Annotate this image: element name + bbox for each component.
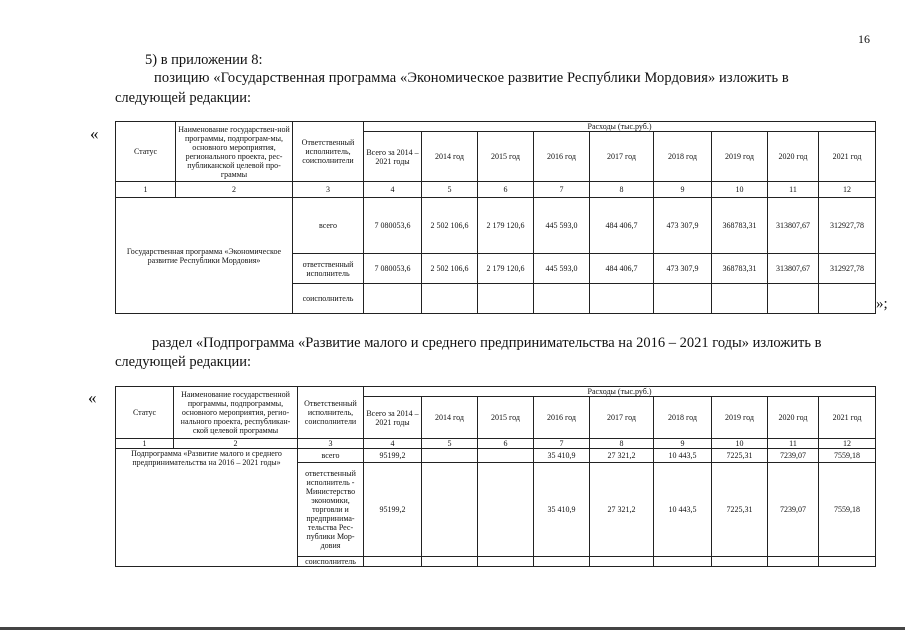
- table-row: [116, 198, 876, 254]
- col-num: 6: [478, 439, 534, 449]
- header-responsible: Ответственный исполнитель, соисполнители: [298, 387, 364, 439]
- header-total: Всего за 2014 – 2021 годы: [364, 132, 422, 182]
- value-cell: 7 080053,6: [364, 198, 422, 254]
- value-cell: 484 406,7: [590, 198, 654, 254]
- value-cell: 7239,07: [768, 449, 819, 463]
- role-cell: всего: [298, 449, 364, 463]
- col-num: 6: [478, 182, 534, 198]
- header-name: Наименование государственной программы, подпрограммы, основного мероприятия, регио-нального проекта, республикан-ской целевой программы: [174, 387, 298, 439]
- value-cell: [590, 557, 654, 567]
- value-cell: 445 593,0: [534, 198, 590, 254]
- col-num: 9: [654, 182, 712, 198]
- value-cell: 2 179 120,6: [478, 254, 534, 284]
- col-num: 8: [590, 439, 654, 449]
- value-cell: [478, 557, 534, 567]
- value-cell: 27 321,2: [590, 449, 654, 463]
- value-cell: 445 593,0: [534, 254, 590, 284]
- header-expenses: Расходы (тыс.руб.): [364, 387, 876, 397]
- table-row: [116, 449, 876, 463]
- value-cell: 10 443,5: [654, 449, 712, 463]
- value-cell: 2 502 106,6: [422, 254, 478, 284]
- value-cell: 473 307,9: [654, 254, 712, 284]
- role-cell: соисполнитель: [293, 284, 364, 314]
- value-cell: [712, 557, 768, 567]
- header-year: 2017 год: [590, 132, 654, 182]
- value-cell: 95199,2: [364, 449, 422, 463]
- value-cell: 7239,07: [768, 463, 819, 557]
- intro-line-1: 5) в приложении 8:: [145, 52, 263, 68]
- value-cell: [590, 284, 654, 314]
- col-num: 10: [712, 439, 768, 449]
- value-cell: [422, 557, 478, 567]
- table-subprogram: [115, 386, 876, 567]
- header-year: 2015 год: [478, 132, 534, 182]
- col-num: 10: [712, 182, 768, 198]
- value-cell: [364, 284, 422, 314]
- value-cell: 473 307,9: [654, 198, 712, 254]
- header-year: 2016 год: [534, 397, 590, 439]
- section2-line-1: раздел «Подпрограмма «Развитие малого и среднего предпринимательства на 2016 – 2021 годы» изложить в: [152, 335, 822, 351]
- value-cell: [422, 284, 478, 314]
- role-cell: всего: [293, 198, 364, 254]
- value-cell: 484 406,7: [590, 254, 654, 284]
- open-quote-2: «: [88, 388, 97, 407]
- header-year: 2021 год: [819, 132, 876, 182]
- value-cell: [478, 449, 534, 463]
- value-cell: 35 410,9: [534, 449, 590, 463]
- header-year: 2014 год: [422, 397, 478, 439]
- value-cell: 7225,31: [712, 463, 768, 557]
- program-name: Государственная программа «Экономическое развитие Республики Мордовия»: [116, 198, 293, 314]
- value-cell: 313807,67: [768, 254, 819, 284]
- col-num: 12: [819, 182, 876, 198]
- header-expenses: Расходы (тыс.руб.): [364, 122, 876, 132]
- col-num: 11: [768, 439, 819, 449]
- value-cell: [768, 557, 819, 567]
- header-year: 2020 год: [768, 132, 819, 182]
- value-cell: 2 502 106,6: [422, 198, 478, 254]
- col-num: 9: [654, 439, 712, 449]
- header-year: 2019 год: [712, 132, 768, 182]
- value-cell: 368783,31: [712, 198, 768, 254]
- col-num: 2: [176, 182, 293, 198]
- col-num: 1: [116, 182, 176, 198]
- col-num: 1: [116, 439, 174, 449]
- value-cell: 35 410,9: [534, 463, 590, 557]
- header-year: 2020 год: [768, 397, 819, 439]
- role-cell: соисполнитель: [298, 557, 364, 567]
- value-cell: [478, 284, 534, 314]
- value-cell: 10 443,5: [654, 463, 712, 557]
- col-num: 3: [293, 182, 364, 198]
- header-year: 2021 год: [819, 397, 876, 439]
- open-quote-1: «: [90, 124, 99, 143]
- subprogram-name: Подпрограмма «Развитие малого и среднего предпринимательства на 2016 – 2021 годы»: [116, 449, 298, 567]
- value-cell: 312927,78: [819, 254, 876, 284]
- header-year: 2014 год: [422, 132, 478, 182]
- value-cell: [768, 284, 819, 314]
- value-cell: 7559,18: [819, 463, 876, 557]
- value-cell: 7225,31: [712, 449, 768, 463]
- col-num: 12: [819, 439, 876, 449]
- value-cell: [422, 449, 478, 463]
- header-year: 2018 год: [654, 132, 712, 182]
- col-num: 5: [422, 439, 478, 449]
- value-cell: [534, 557, 590, 567]
- value-cell: 27 321,2: [590, 463, 654, 557]
- table-program: [115, 121, 876, 314]
- value-cell: 95199,2: [364, 463, 422, 557]
- value-cell: [478, 463, 534, 557]
- header-year: 2018 год: [654, 397, 712, 439]
- page-number: 16: [858, 32, 870, 46]
- header-year: 2015 год: [478, 397, 534, 439]
- value-cell: [819, 284, 876, 314]
- header-responsible: Ответственный исполнитель, соисполнители: [293, 122, 364, 182]
- header-total: Всего за 2014 – 2021 годы: [364, 397, 422, 439]
- value-cell: 2 179 120,6: [478, 198, 534, 254]
- value-cell: [364, 557, 422, 567]
- header-status: Статус: [116, 122, 176, 182]
- role-cell: ответственный исполнитель - Министерство экономики, торговли и предпринима-тельства Рес-публики Мор-довия: [298, 463, 364, 557]
- col-num: 4: [364, 439, 422, 449]
- page-bottom-rule: [0, 627, 905, 630]
- header-status: Статус: [116, 387, 174, 439]
- col-num: 7: [534, 182, 590, 198]
- header-year: 2019 год: [712, 397, 768, 439]
- value-cell: [654, 284, 712, 314]
- col-num: 2: [174, 439, 298, 449]
- value-cell: [422, 463, 478, 557]
- col-num: 5: [422, 182, 478, 198]
- value-cell: [654, 557, 712, 567]
- intro-line-2: позицию «Государственная программа «Экономическое развитие Республики Мордовия» изложить в: [154, 70, 789, 86]
- role-cell: ответственный исполнитель: [293, 254, 364, 284]
- col-num: 4: [364, 182, 422, 198]
- col-num: 8: [590, 182, 654, 198]
- col-num: 11: [768, 182, 819, 198]
- intro-line-3: следующей редакции:: [115, 90, 252, 106]
- header-year: 2016 год: [534, 132, 590, 182]
- section2-line-2: следующей редакции:: [115, 354, 252, 370]
- value-cell: [712, 284, 768, 314]
- header-year: 2017 год: [590, 397, 654, 439]
- value-cell: 7559,18: [819, 449, 876, 463]
- col-num: 3: [298, 439, 364, 449]
- value-cell: 313807,67: [768, 198, 819, 254]
- value-cell: [534, 284, 590, 314]
- value-cell: 312927,78: [819, 198, 876, 254]
- close-quote-1: »;: [876, 296, 888, 312]
- value-cell: 7 080053,6: [364, 254, 422, 284]
- col-num: 7: [534, 439, 590, 449]
- value-cell: 368783,31: [712, 254, 768, 284]
- value-cell: [819, 557, 876, 567]
- header-name: Наименование государствен-ной программы, подпрограм-мы, основного мероприятия, регионального проекта, рес-публиканской целевой про-граммы: [176, 122, 293, 182]
